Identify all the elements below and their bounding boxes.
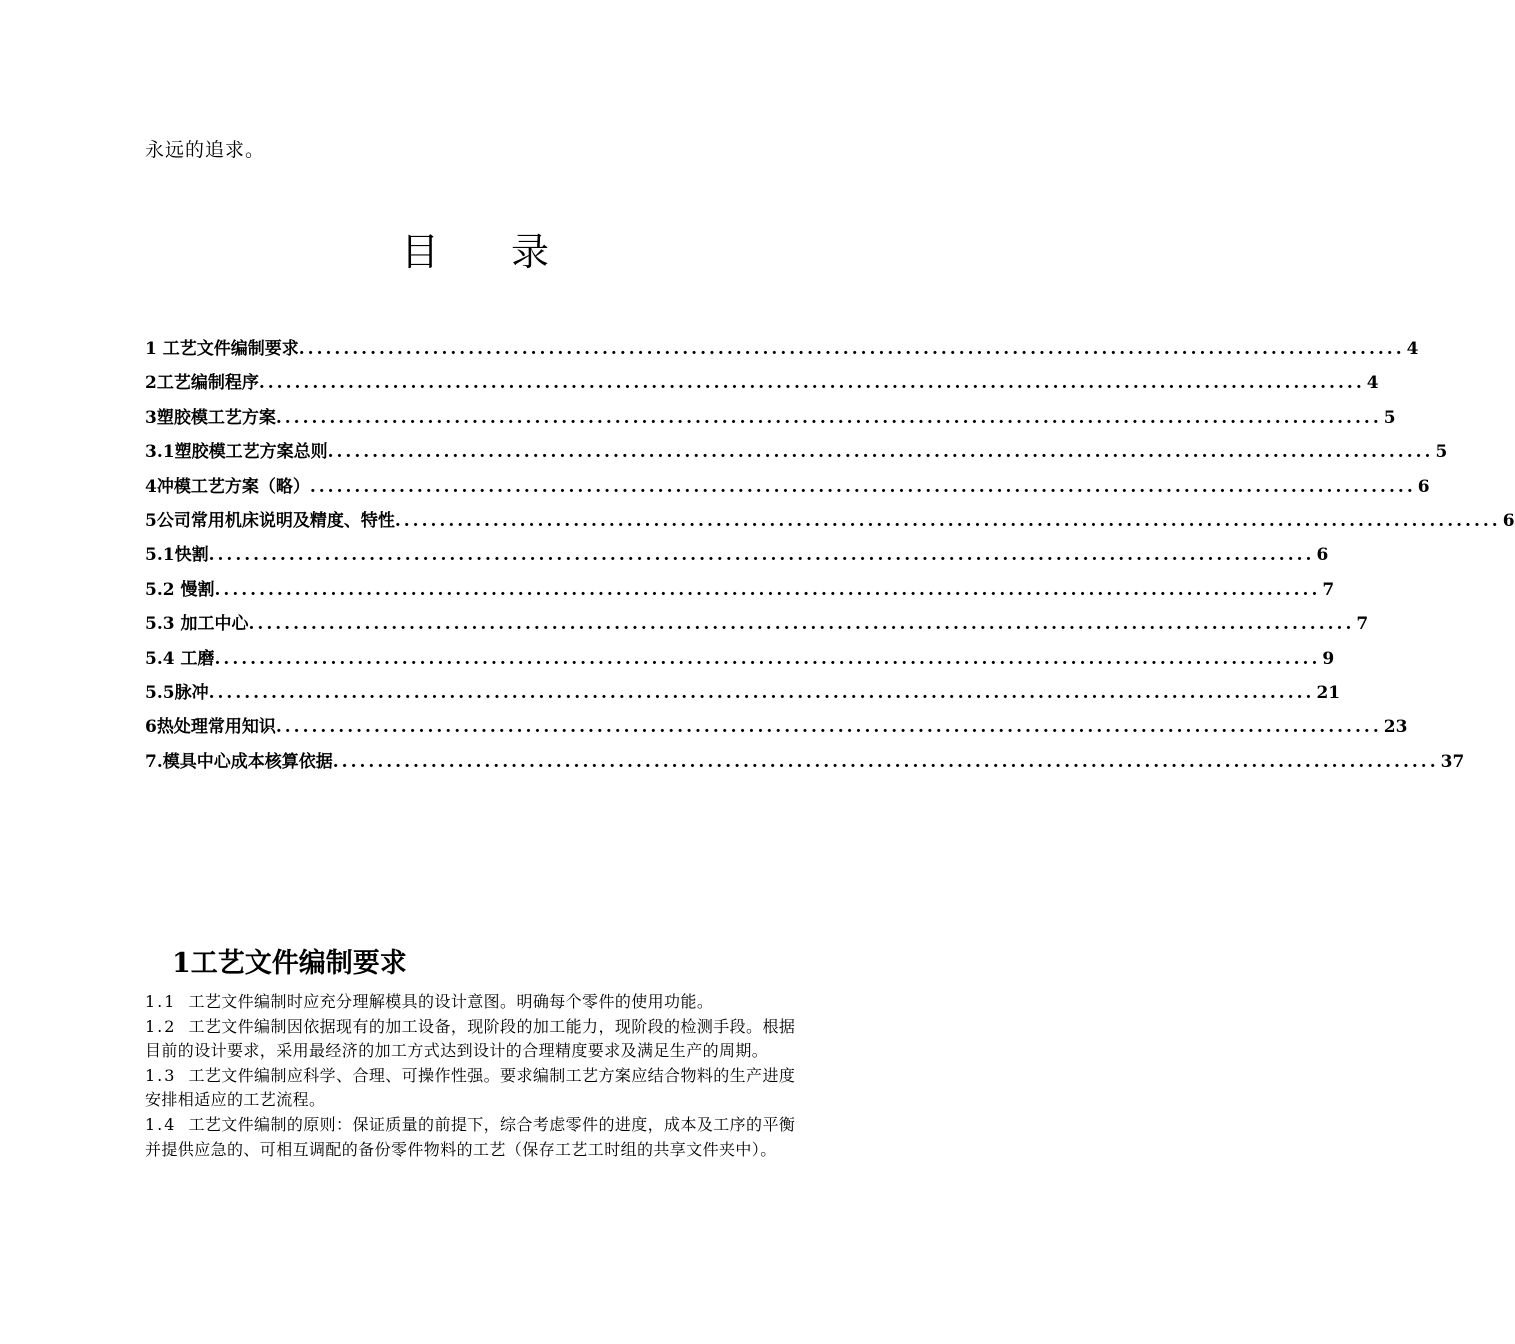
toc-entry-page: 4	[1366, 373, 1379, 394]
toc-entry-page: 37	[1440, 751, 1465, 772]
paragraph-number: 1.4	[145, 1114, 177, 1134]
toc-title: 目 录	[400, 230, 580, 274]
toc-entry[interactable]	[145, 573, 1335, 607]
toc-entry-label: 5.2 慢割	[145, 579, 215, 600]
toc-leader-dots: ............................................................................................................................	[327, 442, 1434, 463]
paragraph-text: 工艺文件编制因依据现有的加工设备，现阶段的加工能力，现阶段的检测手段。根据目前的设计要求，采用最经济的加工方式达到设计的合理精度要求及满足生产的周期。	[145, 1016, 796, 1061]
toc-entry[interactable]	[145, 366, 1379, 400]
toc-entry-page: 7	[1322, 579, 1335, 600]
toc-entry[interactable]	[145, 710, 1408, 744]
toc-leader-dots: ............................................................................................................................	[275, 407, 1382, 428]
paragraph	[145, 1015, 807, 1064]
toc-leader-dots: ............................................................................................................................	[248, 614, 1355, 635]
toc-leader-dots: ............................................................................................................................	[275, 717, 1382, 738]
toc-entry-label: 3塑胶模工艺方案	[145, 407, 276, 428]
toc-leader-dots: ............................................................................................................................	[394, 510, 1501, 531]
toc-entry[interactable]	[145, 642, 1335, 676]
toc-leader-dots: ............................................................................................................................	[208, 545, 1315, 566]
toc-entry[interactable]	[145, 745, 1465, 779]
toc-entry-label: 6热处理常用知识	[145, 717, 276, 738]
toc-entry-page: 7	[1356, 614, 1369, 635]
paragraph	[145, 1113, 807, 1162]
toc-entry-page: 6	[1502, 510, 1515, 531]
section-body	[145, 990, 807, 1162]
toc-leader-dots: ............................................................................................................................	[298, 339, 1405, 359]
paragraph-number: 1.1	[145, 992, 177, 1011]
toc-entry-label: 4冲模工艺方案（略）	[145, 476, 310, 497]
paragraph-text: 工艺文件编制应科学、合理、可操作性强。要求编制工艺方案应结合物料的生产进度安排相适应的工艺流程。	[145, 1065, 796, 1110]
toc-entry-page: 6	[1316, 545, 1329, 566]
toc-entry[interactable]	[145, 504, 1515, 538]
toc-entry-label: 5公司常用机床说明及精度、特性	[145, 510, 395, 531]
toc-entry-label: 3.1塑胶模工艺方案总则	[145, 442, 328, 463]
carry-over-text: 永远的追求。	[145, 139, 266, 161]
toc-entry-page: 23	[1383, 717, 1408, 738]
toc-entry[interactable]	[145, 607, 1369, 641]
toc-entry-label: 5.1快割	[145, 545, 209, 566]
toc-entry-page: 9	[1322, 648, 1335, 669]
toc-entry[interactable]	[145, 538, 1329, 572]
toc-entry-label: 5.3 加工中心	[145, 614, 249, 635]
paragraph	[145, 990, 807, 1015]
toc-entry-label: 1 工艺文件编制要求	[145, 339, 299, 359]
toc-entry-page: 4	[1406, 339, 1419, 359]
toc-leader-dots: ............................................................................................................................	[214, 579, 1321, 600]
toc-entry-label: 7.模具中心成本核算依据	[145, 751, 333, 772]
paragraph	[145, 1064, 807, 1113]
paragraph-number: 1.3	[145, 1065, 177, 1085]
toc-entry[interactable]	[145, 435, 1448, 469]
toc-leader-dots: ............................................................................................................................	[214, 648, 1321, 669]
paragraph-text: 工艺文件编制的原则：保证质量的前提下，综合考虑零件的进度，成本及工序的平衡并提供应急的、可相互调配的备份零件物料的工艺（保存工艺工时组的共享文件夹中）。	[145, 1114, 796, 1159]
toc-entry-label: 2工艺编制程序	[145, 373, 259, 394]
toc-leader-dots: ............................................................................................................................	[309, 476, 1416, 497]
toc-entry-page: 21	[1316, 682, 1341, 703]
toc-leader-dots: ............................................................................................................................	[258, 373, 1365, 394]
toc-leader-dots: ............................................................................................................................	[208, 682, 1315, 703]
toc-entry[interactable]	[145, 676, 1341, 710]
paragraph-text: 工艺文件编制时应充分理解模具的设计意图。明确每个零件的使用功能。	[188, 992, 714, 1011]
toc-entry-label: 5.5脉冲	[145, 682, 209, 703]
toc-entry-page: 5	[1383, 407, 1396, 428]
toc-entry[interactable]	[145, 401, 1396, 435]
toc-entry-label: 5.4 工磨	[145, 648, 215, 669]
toc-entry[interactable]	[145, 470, 1430, 504]
toc-entry-page: 6	[1417, 476, 1430, 497]
toc-leader-dots: ............................................................................................................................	[332, 751, 1439, 772]
toc-entry[interactable]	[145, 332, 1419, 366]
paragraph-number: 1.2	[145, 1016, 177, 1036]
section-heading: 1工艺文件编制要求	[172, 948, 407, 979]
toc-entry-page: 5	[1435, 442, 1448, 463]
table-of-contents	[145, 332, 1515, 779]
